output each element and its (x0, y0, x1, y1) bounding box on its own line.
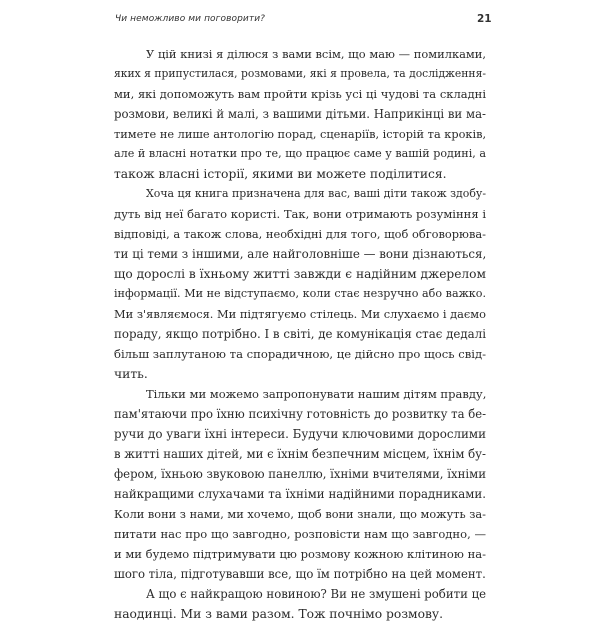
text-line: чить. (114, 367, 148, 381)
paragraph-2 (114, 184, 486, 384)
text-line: наодинці. Ми з вами разом. Тож почнімо розмову. (114, 607, 444, 621)
text-line: ми, які допоможуть вам пройти крізь усі ці чудові та складні (114, 87, 486, 101)
text-line: и ми будемо підтримувати цю розмову кожною клітиною на- (114, 547, 486, 561)
text-line: А що є найкращою новиною? Ви не змушені робити це (146, 587, 486, 601)
text-line: Ми з'являємося. Ми підтягуємо стілець. Ми слухаємо і даємо (114, 307, 486, 321)
text-line: інформації. Ми не відступаємо, коли стає незручно або важко. (114, 287, 486, 300)
text-line: більш заплутаною та спорадичною, це дійсно про щось свід- (114, 347, 486, 361)
text-line: Тільки ми можемо запропонувати нашим дітям правду, (146, 387, 487, 401)
paragraph-4 (114, 584, 486, 624)
text-line: також власні історії, якими ви можете поділитися. (114, 167, 447, 181)
paragraph-1 (114, 44, 486, 184)
body-text (114, 44, 486, 624)
text-line: дуть від неї багато користі. Так, вони отримають розуміння і (114, 207, 486, 221)
page-number: 21 (477, 13, 492, 25)
text-line: найкращими слухачами та їхніми надійними порадниками. (114, 487, 486, 501)
text-line: що дорослі в їхньому житті завжди є надійним джерелом (114, 267, 486, 281)
text-line: тимете не лише антологію порад, сценаріїв, історій та кроків, (114, 127, 487, 141)
text-line: але й власні нотатки про те, що працює саме у вашій родині, а (114, 147, 486, 160)
text-line: ручи до уваги їхні інтереси. Будучи ключовими дорослими (114, 427, 486, 441)
text-line: ти ці теми з іншими, але найголовніше — вони дізнаються, (114, 247, 487, 261)
running-head: Чи неможливо ми поговорити? (115, 14, 266, 24)
text-line: Коли вони з нами, ми хочемо, щоб вони знали, що можуть за- (114, 507, 486, 521)
text-line: У цій книзі я ділюся з вами всім, що маю — помилками, (146, 47, 486, 61)
text-line: пораду, якщо потрібно. І в світі, де комунікація стає дедалі (114, 327, 486, 341)
text-line: відповіді, а також слова, необхідні для того, щоб обговорюва- (114, 227, 486, 241)
text-line: шого тіла, підготувавши все, що їм потрібно на цей момент. (114, 567, 486, 581)
text-line: питати нас про що завгодно, розповісти нам що завгодно, — (114, 527, 486, 541)
text-line: фером, їхньою звуковою панеллю, їхніми вчителями, їхніми (114, 467, 486, 481)
text-line: яких я припустилася, розмовами, які я провела, та дослідження- (114, 67, 486, 80)
paragraph-3 (114, 384, 486, 584)
text-line: Хоча ця книга призначена для вас, ваші діти також здобу- (146, 187, 486, 200)
text-line: пам'ятаючи про їхню психічну готовність до розвитку та бе- (114, 407, 486, 421)
text-line: в житті наших дітей, ми є їхнім безпечним місцем, їхнім бу- (114, 447, 486, 461)
text-line: розмови, великі й малі, з вашими дітьми. Наприкінці ви ма- (114, 107, 486, 121)
